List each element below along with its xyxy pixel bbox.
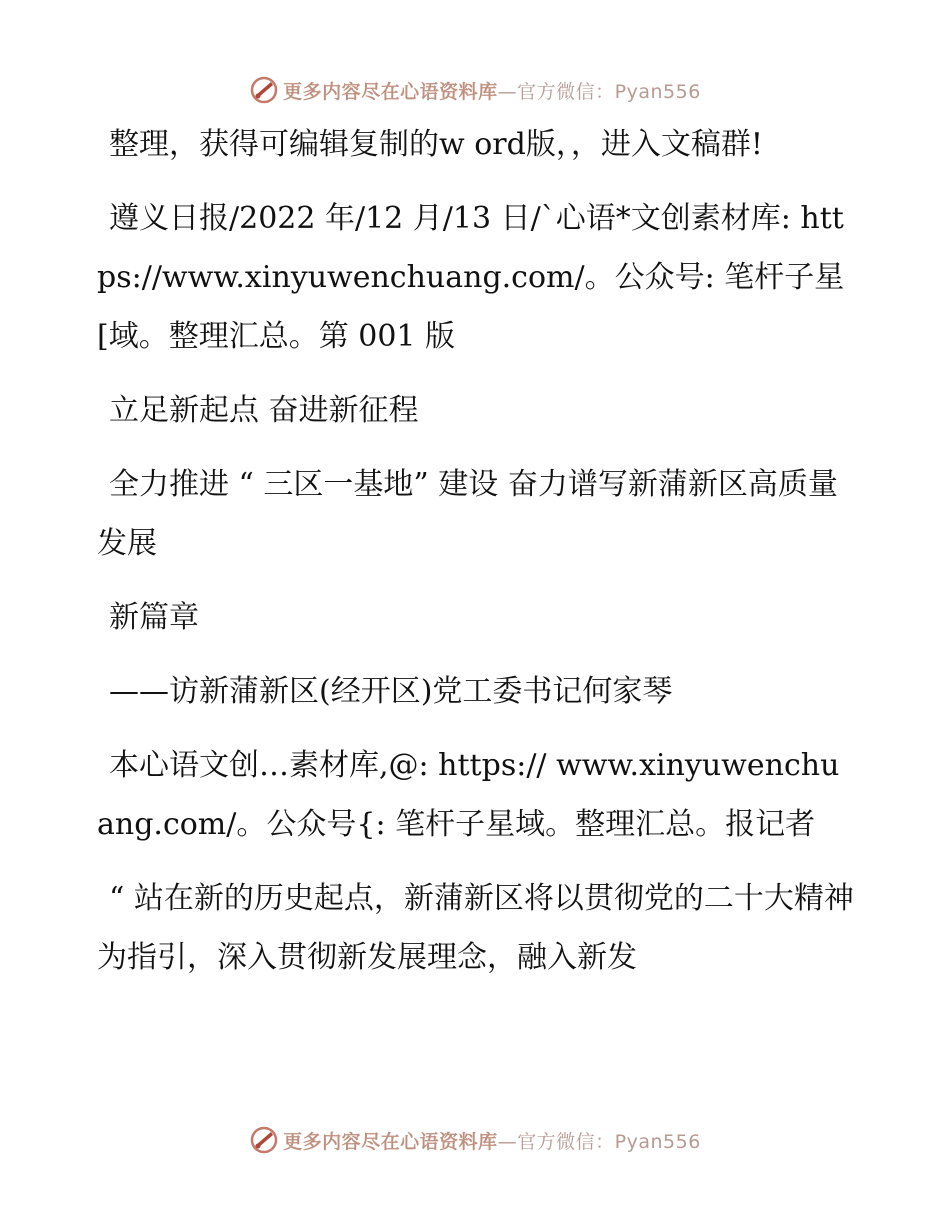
watermark-footer [0,1120,950,1160]
subheadline: ——访新蒲新区(经开区)党工委书记何家琴 [109,674,673,709]
watermark-text [283,77,701,104]
watermark-logo-icon [249,75,279,105]
paragraph-body: “ 站在新的历史起点，新蒲新区将以贯彻党的二十大精神为指引，深入贯彻新发展理念，融入新发 [97,881,854,975]
paragraph-byline: 本心语文创…素材库,@: https:// www.xinyuwenchuang.com/。公众号{: 笔杆子星域。整理汇总。报记者 [97,748,840,842]
watermark-logo-icon [249,1125,279,1155]
headline-continued: 新篇章 [109,600,199,635]
watermark-contact: —官方微信：Pyan556 [497,1130,701,1153]
watermark-header [0,70,950,110]
headline-kicker: 立足新起点 奋进新征程 [109,393,419,428]
watermark-text [283,1127,701,1154]
watermark-contact: —官方微信：Pyan556 [497,80,701,103]
paragraph-intro: 整理，获得可编辑复制的w ord版，，进入文稿群! [109,127,763,162]
watermark-brand: 更多内容尽在心语资料库 [283,80,498,103]
paragraph-source: 遵义日报/2022 年/12 月/13 日/`心语*文创素材库: https://www.xinyuwenchuang.com/。公众号: 笔杆子星[域。整理汇总。第 001 版 [97,201,845,354]
headline-main: 全力推进 “ 三区一基地” 建设 奋力谱写新蒲新区高质量发展 [97,467,838,561]
document-body [97,115,857,1002]
watermark-brand: 更多内容尽在心语资料库 [283,1130,498,1153]
